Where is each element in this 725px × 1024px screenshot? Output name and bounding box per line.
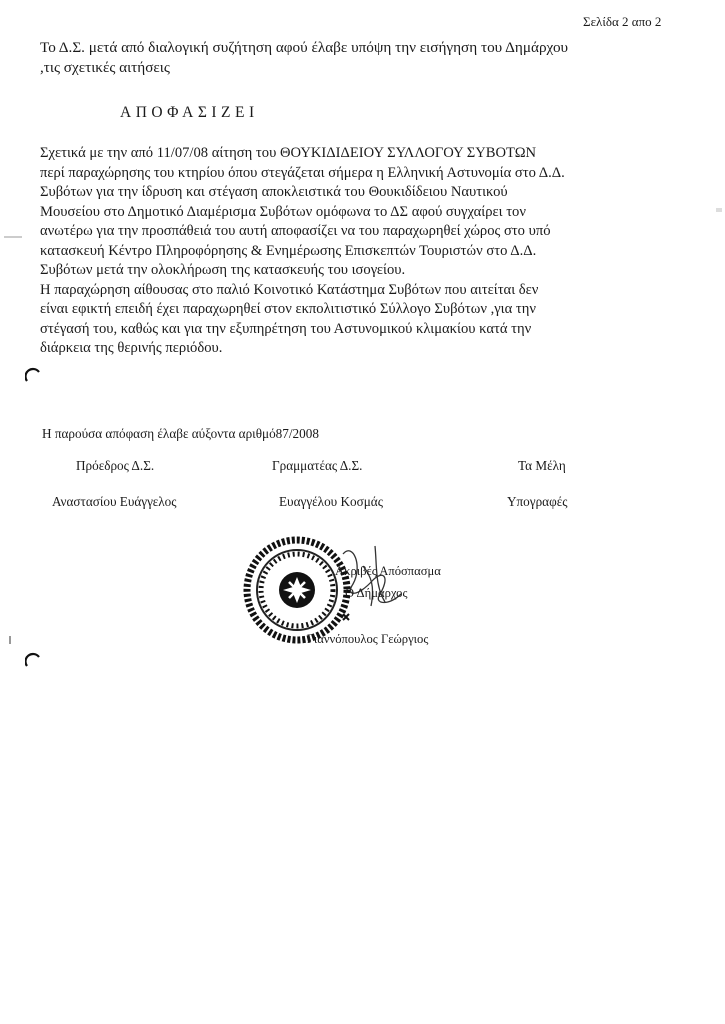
body-line: κατασκευή Κέντρο Πληροφόρησης & Ενημέρωσης Επισκεπτών Τουριστών στο Δ.Δ. [40,242,537,259]
body-line: Η παραχώρηση αίθουσας στο παλιό Κοινοτικό Κατάστημα Συβότων που αιτείται δεν [40,281,539,298]
scan-artifact [716,208,722,212]
president-name: Αναστασίου Ευάγγελος [52,494,177,509]
decision-heading: ΑΠΟΦΑΣΙΖΕΙ [120,104,259,121]
members-title: Τα Μέλη [518,458,566,473]
page-number: Σελίδα 2 απο 2 [583,14,662,29]
stamp-text-mayor: Ο Δήμαρχος [345,586,408,600]
intro-line: ,τις σχετικές αιτήσεις [40,59,170,76]
body-line: Συβότων μετά την ολοκλήρωση της κατασκευής του ισογείου. [40,262,406,278]
stamp-text-certified-copy: Ακριβές Απόσπασμα [335,564,441,578]
scan-artifact [4,236,22,238]
punch-hole-top-icon [25,367,41,383]
body-line: διάρκεια της θερινής περιόδου. [40,340,223,356]
secretary-title: Γραμματέας Δ.Σ. [272,458,363,473]
stamp-text-mayor-name: Γιαννόπουλος Γεώργιος [307,632,429,646]
members-signatures-note: Υπογραφές [507,494,568,509]
secretary-name: Ευαγγέλου Κοσμάς [279,494,383,509]
stamp-signature-area [225,536,441,656]
president-title: Πρόεδρος Δ.Σ. [76,458,155,473]
decision-number: Η παρούσα απόφαση έλαβε αύξοντα αριθμό87/2008 [42,426,319,441]
body-line: Συβότων για την ίδρυση και στέγαση αποκλειστικά του Θουκιδίδειου Ναυτικού [40,184,508,200]
body-line: είναι εφικτή επειδή έχει παραχωρηθεί στον εκπολιτιστικό Σύλλογο Συβότων ,για την [40,301,536,317]
body-line: Σχετικά με την από 11/07/08 αίτηση του ΘΟΥΚΙΔΙΔΕΙΟΥ ΣΥΛΛΟΓΟΥ ΣΥΒΟΤΩΝ [40,145,537,161]
body-line: στέγασή του, καθώς και για την εξυπηρέτηση του Αστυνομικού κλιμακίου κατά την [40,320,532,337]
scan-artifact [9,636,11,644]
body-line: Μουσείου στο Δημοτικό Διαμέρισμα Συβότων ομόφωνα το ΔΣ αφού συγχαίρει τον [40,203,526,220]
body-line: περί παραχώρησης του κτηρίου όπου στεγάζεται σήμερα η Ελληνική Αστυνομία στο Δ.Δ. [40,164,565,181]
decision-body [40,144,565,359]
intro-line: Το Δ.Σ. μετά από διαλογική συζήτηση αφού έλαβε υπόψη την εισήγηση του Δημάρχου [40,39,569,56]
punch-hole-bottom-icon [25,652,41,668]
body-line: ανωτέρω για την προσπάθειά του αυτή αποφασίζει να του παραχωρηθεί χώρος στο υπό [40,223,551,239]
intro-paragraph [40,38,568,78]
